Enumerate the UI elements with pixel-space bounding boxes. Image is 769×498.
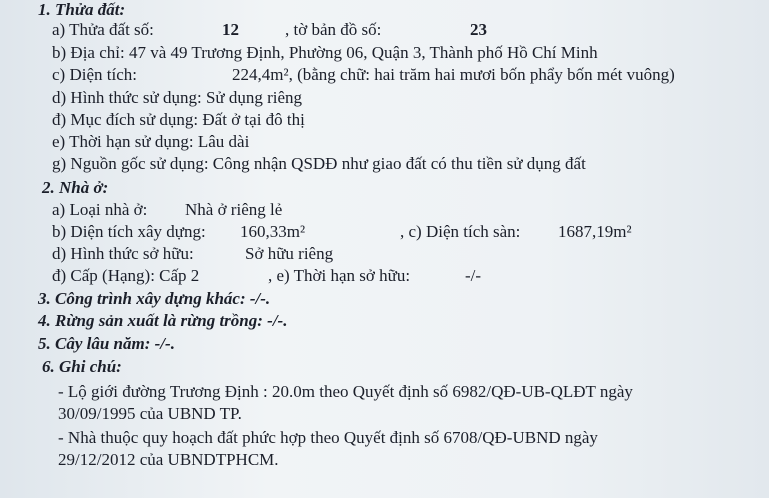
- land-purpose: đ) Mục đích sử dụng: Đất ở tại đô thị: [52, 110, 305, 129]
- section-other-construction: 3. Công trình xây dựng khác: -/-.: [38, 289, 271, 308]
- note-1-line-1: - Lộ giới đường Trương Định : 20.0m theo Quyết định số 6982/QĐ-UB-QLĐT ngày: [58, 382, 633, 401]
- map-sheet-label: , tờ bản đồ số:: [285, 20, 382, 39]
- land-origin: g) Nguồn gốc sử dụng: Công nhận QSDĐ như giao đất có thu tiền sử dụng đất: [52, 154, 586, 173]
- parcel-number-value: 12: [222, 20, 239, 39]
- note-2-line-1: - Nhà thuộc quy hoạch đất phức hợp theo Quyết định số 6708/QĐ-UBND ngày: [58, 428, 598, 447]
- note-2-line-2: 29/12/2012 của UBNDTPHCM.: [58, 450, 279, 469]
- ownership-value: Sở hữu riêng: [245, 244, 334, 263]
- house-type-value: Nhà ở riêng lẻ: [185, 200, 283, 219]
- floor-area-label: , c) Diện tích sàn:: [400, 222, 521, 241]
- ownership-label: d) Hình thức sở hữu:: [52, 244, 194, 263]
- land-area-label: c) Diện tích:: [52, 65, 137, 84]
- section-land-heading: 1. Thửa đất:: [38, 0, 126, 19]
- land-usage-form: d) Hình thức sử dụng: Sử dụng riêng: [52, 88, 303, 107]
- section-house-heading: 2. Nhà ở:: [42, 178, 109, 197]
- section-perennial: 5. Cây lâu năm: -/-.: [38, 334, 175, 353]
- land-address: b) Địa chỉ: 47 và 49 Trương Định, Phường 06, Quận 3, Thành phố Hồ Chí Minh: [52, 43, 598, 62]
- build-area-value: 160,33m²: [240, 222, 306, 241]
- parcel-number-row: [52, 20, 154, 40]
- floor-area-value: 1687,19m²: [558, 222, 632, 241]
- section-forest: 4. Rừng sản xuất là rừng trồng: -/-.: [38, 311, 288, 330]
- ownership-term-value: -/-: [465, 266, 482, 285]
- house-grade: đ) Cấp (Hạng): Cấp 2: [52, 266, 200, 285]
- house-type-label: a) Loại nhà ở:: [52, 200, 148, 219]
- section-notes-heading: 6. Ghi chú:: [42, 357, 122, 376]
- build-area-label: b) Diện tích xây dựng:: [52, 222, 206, 241]
- parcel-number-label: a) Thửa đất số:: [52, 20, 154, 39]
- ownership-term-label: , e) Thời hạn sở hữu:: [268, 266, 411, 285]
- land-area-value: 224,4m², (bằng chữ: hai trăm hai mươi bốn phẩy bốn mét vuông): [232, 65, 675, 84]
- land-term: e) Thời hạn sử dụng: Lâu dài: [52, 132, 250, 151]
- note-1-line-2: 30/09/1995 của UBND TP.: [58, 404, 242, 423]
- map-sheet-value: 23: [470, 20, 487, 39]
